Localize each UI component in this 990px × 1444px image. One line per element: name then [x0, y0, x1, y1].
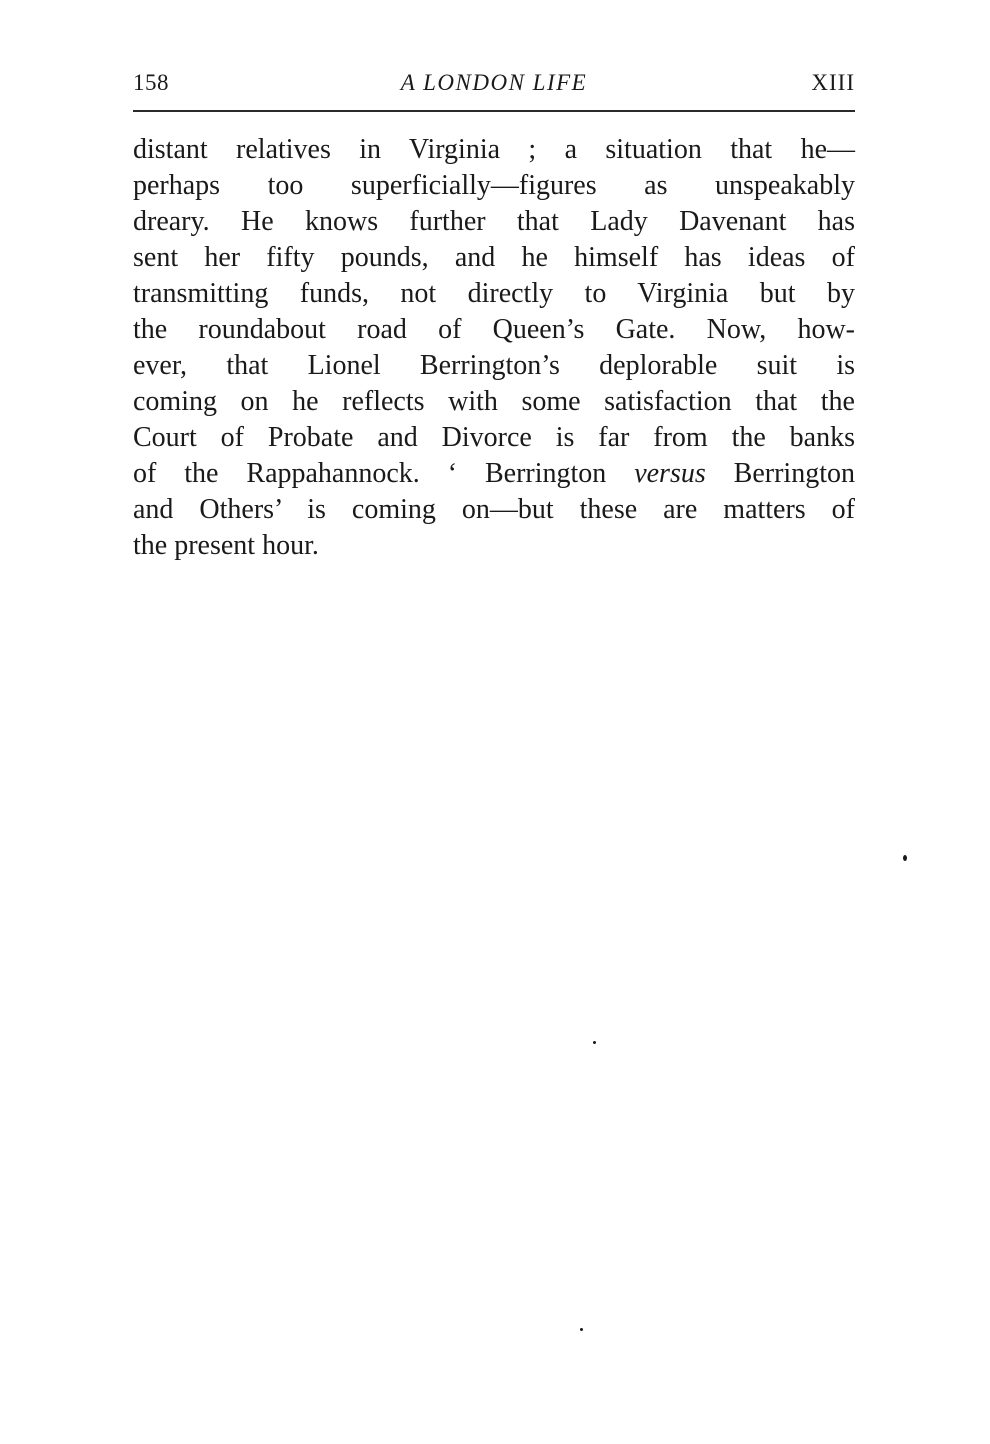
body-text	[133, 132, 855, 564]
text-line: the roundabout road of Queen’s Gate. Now, how-	[133, 314, 855, 345]
text-line: transmitting funds, not directly to Virginia but by	[133, 278, 855, 309]
line-text-after: Berrington	[705, 458, 855, 489]
italic-word: versus	[634, 458, 706, 489]
text-line: and Others’ is coming on—but these are matters of	[133, 494, 855, 525]
ink-speck	[593, 1041, 596, 1044]
text-line: ever, that Lionel Berrington’s deplorable suit is	[133, 350, 855, 381]
running-head	[133, 70, 855, 102]
chapter-number: XIII	[811, 70, 855, 95]
text-line: perhaps too superficially—figures as unspeakably	[133, 170, 855, 201]
text-line: distant relatives in Virginia ; a situation that he—	[133, 134, 855, 165]
text-line-last: the present hour.	[133, 530, 319, 561]
line-text-before: of the Rappahannock. ‘ Berrington	[133, 458, 635, 489]
text-line-with-italic	[133, 456, 855, 492]
header-rule	[133, 110, 855, 112]
text-line: dreary. He knows further that Lady Davenant has	[133, 206, 855, 237]
text-line: Court of Probate and Divorce is far from the banks	[133, 422, 855, 453]
page-number: 158	[133, 70, 169, 95]
ink-speck	[580, 1328, 583, 1331]
running-title: A LONDON LIFE	[400, 70, 588, 95]
ink-speck	[903, 855, 907, 861]
text-line: coming on he reflects with some satisfaction that the	[133, 386, 855, 417]
text-line: sent her fifty pounds, and he himself has ideas of	[133, 242, 855, 273]
